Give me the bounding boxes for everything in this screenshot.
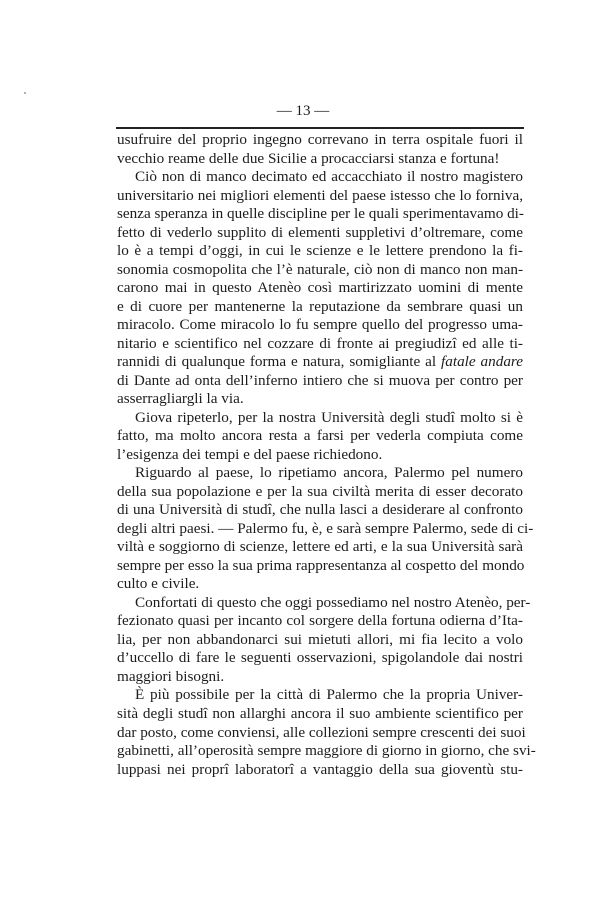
text-line <box>117 427 523 446</box>
body-text <box>117 131 536 779</box>
text-line-content: fezionato quasi per incanto col sorgere della fortuna odierna d’Ita- <box>117 612 523 630</box>
text-line <box>117 224 523 243</box>
text-line <box>117 557 523 576</box>
text-line-content: senza speranza in quelle discipline per le quali sperimentavamo di- <box>117 205 524 223</box>
text-line-content: di Dante ad onta dell’inferno intiero che si muova per contro per <box>117 371 523 389</box>
text-line <box>117 483 523 502</box>
text-line-content: miracolo. Come miracolo lo fu sempre quello del progresso uma- <box>117 316 523 334</box>
text-line-content: Riguardo al paese, lo ripetiamo ancora, Palermo pel numero <box>135 464 523 482</box>
text-line <box>117 187 523 206</box>
text-line <box>117 150 523 169</box>
text-line-content: della sua popolazione e per la sua civiltà merita di esser decorato <box>117 482 523 500</box>
text-line-content: Giova ripeterlo, per la nostra Università degli studî molto si è <box>135 408 523 426</box>
text-line <box>117 501 523 520</box>
text-line <box>117 279 523 298</box>
text-line-content: l’esigenza dei tempi e del paese richiedono. <box>117 445 383 463</box>
text-line <box>117 261 523 280</box>
text-line-content: universitario nei migliori elementi del paese istesso che lo forniva, <box>117 186 523 204</box>
text-line <box>117 353 523 372</box>
text-line <box>117 631 523 650</box>
text-line <box>117 761 523 780</box>
text-line-content: sempre per esso la sua prima rappresentanza al cospetto del mondo <box>117 556 525 574</box>
text-line <box>117 409 523 428</box>
text-line <box>117 446 523 465</box>
text-line-content: luppasi nei proprî laboratorî a vantaggio della sua gioventù stu- <box>117 760 523 778</box>
text-line <box>117 390 523 409</box>
text-line-content: culto e civile. <box>117 575 200 593</box>
text-line-content: sonomia cosmopolita che l’è naturale, ciò non di manco non man- <box>117 260 523 278</box>
text-line <box>117 742 536 761</box>
text-line <box>117 668 523 687</box>
text-line-content: maggiori bisogni. <box>117 667 225 685</box>
text-line <box>117 464 523 483</box>
text-line-content: viltà e soggiorno di scienze, lettere ed arti, e la sua Università sarà <box>117 538 523 556</box>
text-line-content: degli altri paesi. — Palermo fu, è, e sarà sempre Palermo, sede di ci- <box>117 519 534 537</box>
text-line-content: nitario e scientifico nel cozzare di fronte ai pregiudizî ed alle ti- <box>117 334 523 352</box>
text-line <box>117 705 523 724</box>
text-line <box>117 538 523 557</box>
text-line-content: lo è a tempi d’oggi, in cui le scienze e le lettere prendono la fi- <box>117 242 523 260</box>
text-line-content: Confortati di questo che oggi possediamo nel nostro Atenèo, per- <box>135 593 531 611</box>
text-line-content: usufruire del proprio ingegno correvano in terra ospitale fuori il <box>117 131 523 148</box>
text-line-content: dar posto, come conviensi, alle collezioni sempre crescenti dei suoi <box>117 723 526 741</box>
text-line <box>117 519 534 539</box>
text-line-content: asserragliargli la via. <box>117 390 244 408</box>
italic-quote: fatale andare <box>441 353 523 371</box>
text-line-content: di una Università di studî, che nulla lasci a desiderare al confronto <box>117 501 523 519</box>
text-line-content: carono mai in questo Atenèo così martirizzato uomini di mente <box>117 279 523 297</box>
text-line <box>117 131 523 150</box>
text-line <box>117 593 531 613</box>
text-line-content: e di cuore per mantenerne la reputazione da sembrare quasi un <box>117 297 523 315</box>
text-line <box>117 723 526 743</box>
text-line-content: gabinetti, all’operosità sempre maggiore di giorno in giorno, che svi- <box>117 742 536 760</box>
text-line-content: Ciò non di manco decimato ed accacchiato il nostro magistero <box>135 168 523 186</box>
text-line-content: lia, per non abbandonarci sui mietuti allori, mi fia lecito a volo <box>117 630 523 648</box>
text-line-content: vecchio reame delle due Sicilie a procacciarsi stanza e fortuna! <box>117 149 500 167</box>
scan-speck <box>24 92 26 94</box>
text-line <box>117 575 523 594</box>
text-line <box>117 612 523 631</box>
text-line <box>117 298 523 317</box>
text-line <box>117 372 523 391</box>
text-line-content: rannidi di qualunque forma e natura, somigliante al <box>117 353 442 371</box>
header-rule <box>116 127 524 129</box>
text-line <box>117 205 523 224</box>
text-line <box>117 335 523 354</box>
text-line <box>117 316 523 335</box>
text-line <box>117 686 523 705</box>
page-number: — 13 — <box>276 103 330 119</box>
text-line-content: È più possibile per la città di Palermo che la propria Univer- <box>135 686 523 704</box>
text-line <box>117 649 523 668</box>
text-line-content: sità degli studî non allarghi ancora il suo ambiente scientifico per <box>117 704 523 722</box>
text-line <box>117 168 523 187</box>
text-line <box>117 242 523 261</box>
text-line-content: fatto, ma molto ancora resta a farsi per vederla compiuta come <box>117 427 523 445</box>
text-line-content: d’uccello di fare le seguenti osservazioni, spigolandole dai nostri <box>117 649 523 667</box>
text-line-content: fetto di vederlo supplito di elementi suppletivi d’oltremare, come <box>117 223 523 241</box>
